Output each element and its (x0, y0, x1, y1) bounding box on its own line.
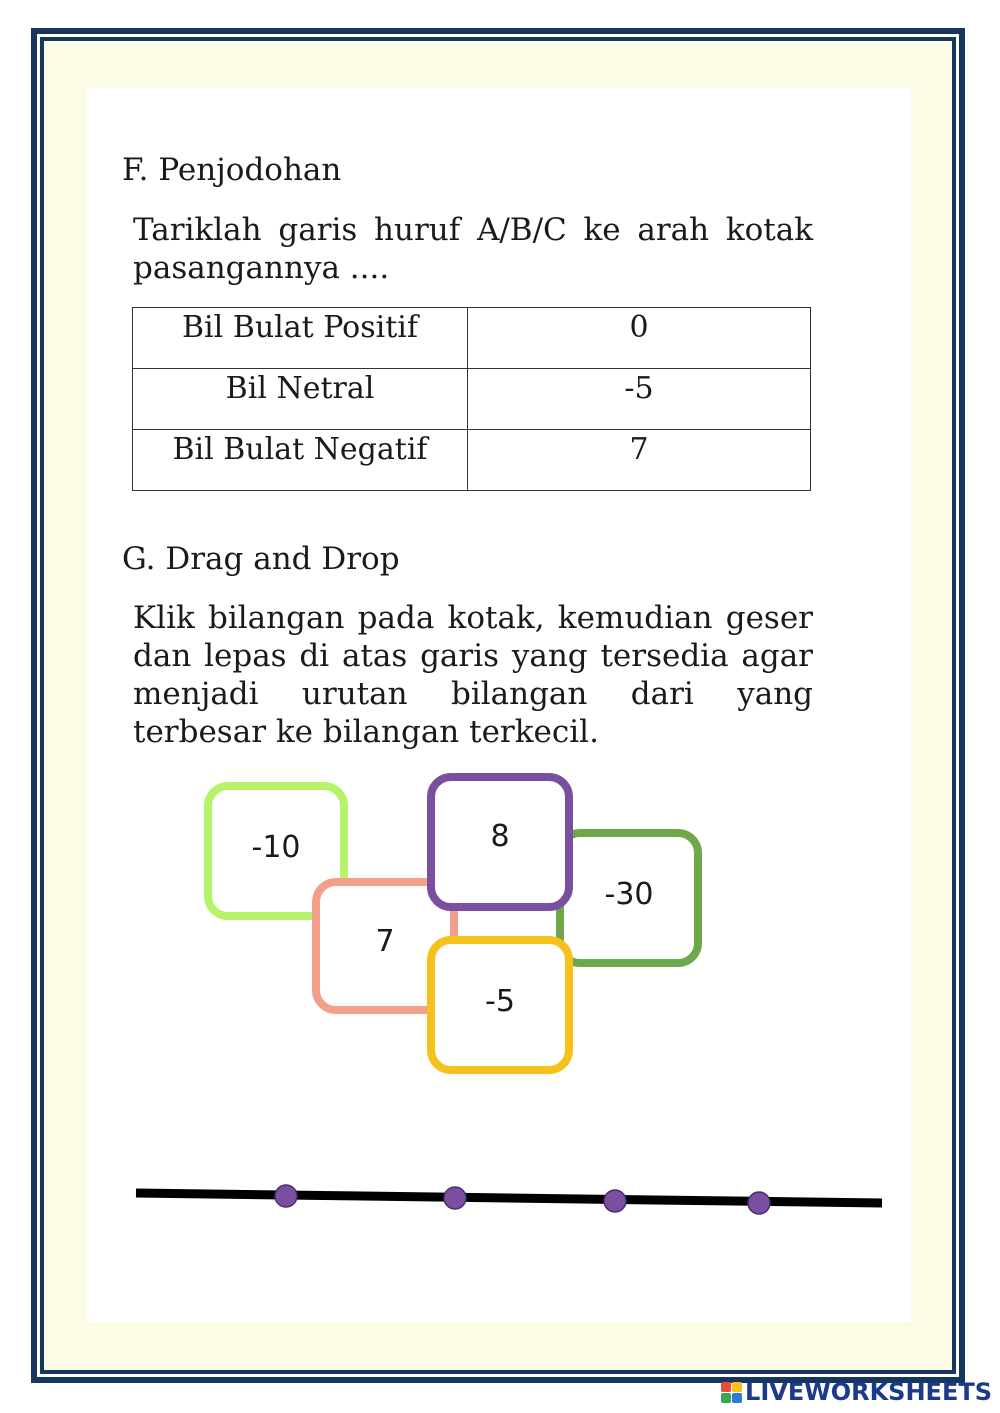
brand-footer[interactable] (721, 1378, 992, 1406)
tile-label: -30 (604, 877, 654, 912)
tile-label: 8 (490, 819, 510, 854)
drop-slot-4[interactable] (748, 1192, 770, 1214)
tile-label: -10 (251, 830, 301, 865)
tile-label: 7 (375, 924, 395, 959)
match-left-cell[interactable]: Bil Netral (133, 369, 468, 430)
match-right-cell[interactable]: -5 (468, 369, 811, 430)
section-f-instruction: Tariklah garis huruf A/B/C ke arah kotak pasangannya .... (133, 212, 813, 286)
drop-slot-3[interactable] (604, 1190, 626, 1212)
match-left-cell[interactable]: Bil Bulat Positif (133, 308, 468, 369)
section-f-heading: F. Penjodohan (122, 152, 342, 188)
tile-label: -5 (485, 984, 515, 1019)
brand-name: LIVEWORKSHEETS (745, 1378, 992, 1406)
drop-slot-1[interactable] (275, 1185, 297, 1207)
section-g-instruction: Klik bilangan pada kotak, kemudian geser dan lepas di atas garis yang tersedia agar menjadi urutan bilangan dari yang terbesar ke bilangan terkecil. (133, 600, 813, 750)
liveworksheets-logo-icon (721, 1382, 742, 1403)
section-g-heading: G. Drag and Drop (122, 541, 400, 577)
match-right-cell[interactable]: 7 (468, 430, 811, 491)
match-left-cell[interactable]: Bil Bulat Negatif (133, 430, 468, 491)
drop-slot-2[interactable] (444, 1187, 466, 1209)
match-right-cell[interactable]: 0 (468, 308, 811, 369)
